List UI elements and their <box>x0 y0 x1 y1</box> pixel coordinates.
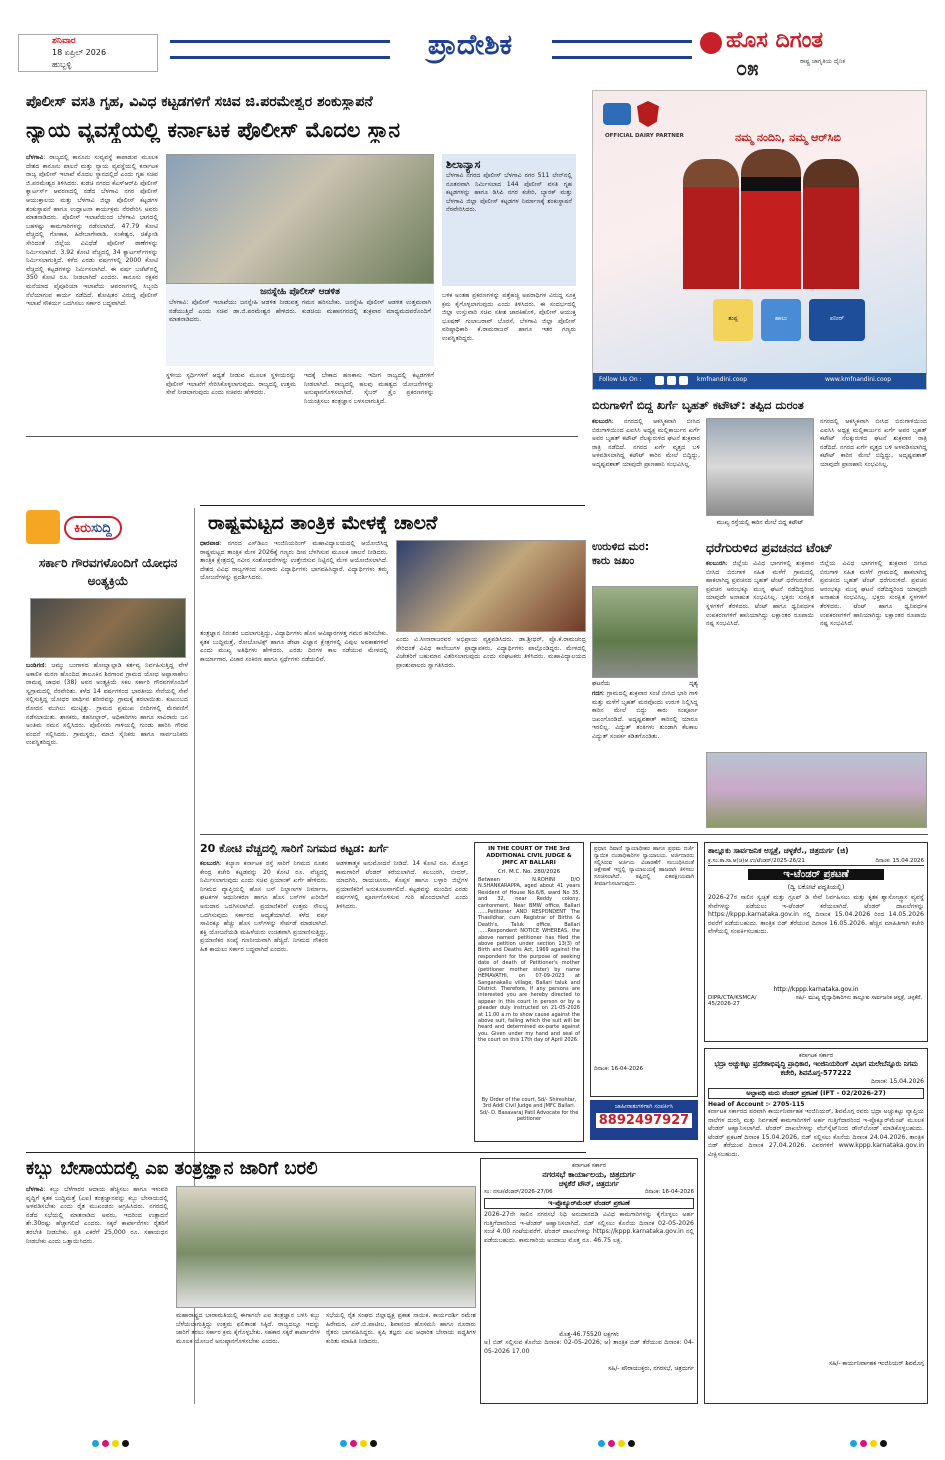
masthead <box>0 0 945 86</box>
print-marks-1 <box>92 1440 129 1447</box>
lead-body-3: ಕಾನೂನು ರಕ್ಷಕರ ಮನೆಯಾದ ಪೈಪೂರಿಯಾ ಇಲಾಖೆಯ ಆವರಣಗಳಲ್ಲಿ ಸಿಬ್ಬಂದಿ ನೆಲೆಯಾಗುವ ಕಾರ್ಯ ನಡೆದಿದೆ. ಶೋಷಿತರ ವಿರುದ್ಧ ಪೊಲೀಸ್ ಇಲಾಖೆ ಸೌಕರ್ಯ ಒದಗಿಸಲು ಸರ್ಕಾರ ಬದ್ಧವಾಗಿದೆ. <box>26 274 158 308</box>
lead-photo <box>166 154 434 284</box>
kannada-notice-body: ಪ್ರಧಾನ ದಿವಾಣಿ ನ್ಯಾಯಾಧೀಶರ ಹಾಗೂ ಪ್ರಥಮ ದರ್ಜೆ ನ್ಯಾಯಿಕ ದಂಡಾಧಿಕಾರಿಗಳ ನ್ಯಾಯಾಲಯ. ಅರ್ಜಿದಾರರು ಸಲ್ಲಿಸಿರುವ ಅರ್ಜಿಯ ವಿಚಾರಣೆಗೆ ಸಂಬಂಧಿಸಿದಂತೆ ಆಕ್ಷೇಪಣೆ ಇದ್ದಲ್ಲಿ ನ್ಯಾಯಾಲಯಕ್ಕೆ ಹಾಜರಾಗಿ ತಿಳಿಸಲು ಸೂಚಿಸಲಾಗಿದೆ. ತಪ್ಪಿದಲ್ಲಿ ಏಕಪಕ್ಷೀಯವಾಗಿ ತೀರ್ಮಾನಿಸಲಾಗುವುದು. <box>594 846 694 887</box>
rcb-tagline: ನಮ್ಮ ನಂದಿನಿ, ನಮ್ಮ ಆರ್‌ಸಿಬಿ <box>735 131 841 144</box>
court-notice <box>474 842 584 1142</box>
tender-1-ref: ಕ್ರ.ಸಂ.ತಾ.ಸಾ.ಆ(ಚ)ಆ.ಉ/ಟೆಂಡರ್/2025-26/21 <box>708 858 805 864</box>
lead-caption-title: ಜನಸ್ನೇಹಿ ಪೊಲೀಸ್ ಆಡಳಿತ <box>260 287 340 297</box>
uruli-caption <box>592 680 698 688</box>
print-marks-2 <box>340 1440 377 1447</box>
cutout-body-b: ನಗರದಲ್ಲಿ ಆಕಸ್ಮಿಕವಾಗಿ ಬೀಸಿದ ಬಿರುಗಾಳಿಯಿಂದ ಎಐಸಿಸಿ ಅಧ್ಯಕ್ಷ ಮಲ್ಲಿಕಾರ್ಜುನ ಖರ್ಗೆ ಅವರ ಬೃಹತ್ ಕಟೌಟ್ ನೆಲಕ್ಕುರುಳಿದ ಘಟನೆ ಶುಕ್ರವಾರ ರಾತ್ರಿ ನಡೆದಿದೆ. ನಗರದ ಖರ್ಗೆ ವೃತ್ತದ ಬಳಿ ಅಳವಡಿಸಲಾಗಿದ್ದ ಕಟೌಟ್ ಕಾರಿನ ಮೇಲೆ ಬಿದ್ದಿದ್ದು, ಅದೃಷ್ಟವಶಾತ್ ಯಾವುದೇ ಪ್ರಾಣಹಾನಿ ಸಂಭವಿಸಿಲ್ಲ. <box>820 418 927 468</box>
page-number: ೦೫ <box>736 56 759 80</box>
uruli-caption-a: ಘಟನೆಯ <box>592 680 611 687</box>
tender-3-body: 2026-27ನೇ ಸಾಲಿನ ನಗರಸಭೆ ನಿಧಿ ಅನುದಾನದಡಿ ವಿವಿಧ ಕಾಮಗಾರಿಗಳನ್ನು ಕೈಗೊಳ್ಳಲು ಅರ್ಹ ಗುತ್ತಿಗೆದಾರರಿಂದ ಇ-ಟೆಂಡರ್ ಆಹ್ವಾನಿಸಲಾಗಿದೆ. ಬಿಡ್ ಸಲ್ಲಿಸಲು ಕೊನೆಯ ದಿನಾಂಕ 02-05-2026 ಸಂಜೆ 4.00 ಗಂಟೆಯವರೆಗೆ. ಟೆಂಡರ್ ದಾಖಲೆಗಳನ್ನು https://kppp.karnataka.gov.in ನಲ್ಲಿ ಪಡೆಯಬಹುದು. ಕಾಮಗಾರಿಯ ಅಂದಾಜು ಮೊತ್ತ ರೂ. 46.75 ಲಕ್ಷ. <box>484 1211 694 1244</box>
tent-headline: ಧರೆಗುರುಳಿದ ಪ್ರವಚನದ ಟೆಂಟ್ <box>706 540 833 555</box>
tender-1-sub: (ದ್ವಿ ಲಕೋಟೆ ಪದ್ಧತಿಯಲ್ಲಿ) <box>787 883 845 891</box>
kirusuddi-body: ಜಮ್ಮು ಬಂಗಾಳದ ಹೋಲ್ವಾಲ್ಪಾಡಿ ಕರ್ತವ್ಯ ನಿರ್ವಹಿಸುತ್ತಿದ್ದ ವೇಳೆ ಅಕಾಲಿಕ ಮರಣ ಹೊಂದಿದ ತಾಲೂಕಿನ ಶಿರಗಾಂವ ಗ್ರಾಮದ ಯೋಧ ಅಪ್ಪಾಸಾಹೇಬ ರಾಮಪ್ಪ ಜಾಧವ (38) ಅವರ ಅಂತ್ಯಕ್ರಿಯೆ ಸಕಲ ಸರ್ಕಾರಿ ಗೌರವಗಳೊಂದಿಗೆ ಸ್ವಗ್ರಾಮದಲ್ಲಿ ನೆರವೇರಿತು. ಕಳೆದ 14 ವರ್ಷಗಳಿಂದ ಭಾರತೀಯ ಸೇನೆಯಲ್ಲಿ ಸೇವೆ ಸಲ್ಲಿಸುತ್ತಿದ್ದ ಯೋಧರ ಪಾರ್ಥಿವ ಶರೀರವನ್ನು ಗ್ರಾಮಕ್ಕೆ ತರಲಾಯಿತು. ಕುಟುಂಬದ ರೋದನ ಮುಗಿಲು ಮುಟ್ಟಿತ್ತು. ಗ್ರಾಮದ ಪ್ರಮುಖ ಬೀದಿಗಳಲ್ಲಿ ಮೆರವಣಿಗೆ ನಡೆಸಲಾಯಿತು. ಶಾಸಕರು, ತಹಸೀಲ್ದಾರ್, ಅಧಿಕಾರಿಗಳು ಹಾಗೂ ಸಾವಿರಾರು ಜನ ಅಂತಿಮ ನಮನ ಸಲ್ಲಿಸಿದರು. ಪೊಲೀಸರು ಗಾಳಿಯಲ್ಲಿ ಗುಂಡು ಹಾರಿಸಿ ಗೌರವ ವಂದನೆ ಸಲ್ಲಿಸಿದರು. ಗ್ರಾಮಸ್ಥರು, ಮಾಜಿ ಸೈನಿಕರು ಹಾಗೂ ಸಾರ್ವಜನಿಕರು ಉಪಸ್ಥಿತರಿದ್ದರು. <box>26 662 188 747</box>
tender-3 <box>480 1158 698 1404</box>
ai-body-1: ಕಬ್ಬು ಬೆಳೆಗಾರರ ಆದಾಯ ಹೆಚ್ಚಿಸಲು ಹಾಗೂ ಇಳುವರಿ ವೃದ್ಧಿಗೆ ಕೃತಕ ಬುದ್ಧಿಮತ್ತೆ (ಎಐ) ತಂತ್ರಜ್ಞಾನವನ್ನು ಕಬ್ಬು ಬೇಸಾಯದಲ್ಲಿ ಅಳವಡಿಸಬೇಕು ಎಂದು ರೈತ ಮುಖಂಡರು ಆಗ್ರಹಿಸಿದರು. ನಗರದಲ್ಲಿ ನಡೆದ ಸಭೆಯಲ್ಲಿ ಮಾತನಾಡಿದ ಅವರು, ಇದರಿಂದ ಉತ್ಪಾದನೆ ಶೇ.30ರಷ್ಟು ಹೆಚ್ಚಾಗಲಿದೆ ಎಂದರು. ಸಕ್ಕರೆ ಕಾರ್ಖಾನೆಗಳು ರೈತರಿಗೆ ತರಬೇತಿ ನೀಡಬೇಕು. ಪ್ರತಿ ಎಕರೆಗೆ 25,000 ರೂ. ಸಹಾಯಧನ ನೀಡಬೇಕು ಎಂದು ಒತ್ತಾಯಿಸಿದರು. <box>26 1186 168 1245</box>
rcb-products <box>713 299 913 343</box>
tender-2 <box>704 1048 928 1404</box>
tender-2-org: ಭದ್ರಾ ಅಚ್ಚುಕಟ್ಟು ಪ್ರದೇಶಾಭಿವೃದ್ಧಿ ಪ್ರಾಧಿಕಾರ, ಇಂಜಿನಿಯರಿಂಗ್ ವಿಭಾಗ ಮಲೇಬೆನ್ನೂರು ನಿಗಮ ಕಚೇರಿ, ಶಿವಮೊಗ್ಗ-577222 <box>714 1060 918 1077</box>
rcb-brand[interactable]: kmfnandini.coop <box>697 376 748 383</box>
uruli-headline-1: ಉರುಳಿದ ಮರ: <box>592 540 650 553</box>
lead-body-2: ಪೊಲೀಸ್ ಇಲಾಖೆಯಿಂದ ಬೆಳಗಾವಿ ಭಾಗದಲ್ಲಿ ಬಹಳಷ್ಟು ಕಾಮಗಾರಿಗಳನ್ನು ನಡೆಸಲಾಗಿದೆ. 47.79 ಕೋಟಿ ವೆಚ್ಚದಲ್ಲಿ ಗೋಕಾಕ, ಹಿರೇಬಾಗೇವಾಡಿ, ಸಂಕೇಶ್ವರ, ಚಿಕ್ಕೋಡಿ ಸೇರಿದಂತೆ ಜಿಲ್ಲೆಯ ವಿವಿಧೆಡೆ ಪೊಲೀಸ್ ಠಾಣೆಗಳನ್ನು ನಿರ್ಮಿಸಲಾಗಿದೆ. 3.92 ಕೋಟಿ ವೆಚ್ಚದಲ್ಲಿ 34 ಕ್ವಾರ್ಟರ್ಸ್‌ಗಳನ್ನು ನಿರ್ಮಿಸಲಾಗುತ್ತಿದೆ. ಕಳೆದ ಎರಡು ವರ್ಷಗಳಲ್ಲಿ 2000 ಕೋಟಿ ವೆಚ್ಚದಲ್ಲಿ ಕಟ್ಟಡಗಳನ್ನು ನಿರ್ಮಿಸಲಾಗಿದೆ. ಈ ವರ್ಷ ಬಜೆಟ್‌ನಲ್ಲಿ 350 ಕೋಟಿ ರೂ. ನೀಡಲಾಗಿದೆ ಎಂದರು. <box>26 214 158 282</box>
national-dateline: ಧಾರವಾಡ <box>200 540 220 547</box>
tender-1 <box>704 842 928 1042</box>
uruli-body: ಗ್ರಾಮದಲ್ಲಿ ಶುಕ್ರವಾರ ಸಂಜೆ ಬೀಸಿದ ಭಾರಿ ಗಾಳಿ ಮತ್ತು ಮಳೆಗೆ ಬೃಹತ್ ಮರವೊಂದು ಉರುಳಿ ನಿಲ್ಲಿಸಿದ್ದ ಕಾರಿನ ಮೇಲೆ ಬಿದ್ದು ಕಾರು ಸಂಪೂರ್ಣ ಜಖಂಗೊಂಡಿದೆ. ಅದೃಷ್ಟವಶಾತ್ ಕಾರಿನಲ್ಲಿ ಯಾರೂ ಇರಲಿಲ್ಲ. ವಿದ್ಯುತ್ ತಂತಿಗಳು ತುಂಡಾಗಿ ಕೆಲಕಾಲ ವಿದ್ಯುತ್ ಸಂಪರ್ಕ ಕಡಿತಗೊಂಡಿತು. <box>592 690 698 740</box>
tender-1-top: ತಾಲ್ಲೂಕು ಸಾರ್ವಜನಿಕ ಆಸ್ಪತ್ರೆ, ಚಳ್ಳಕೆರೆ., ಚಿತ್ರದುರ್ಗ (ಜಿ) <box>708 846 849 855</box>
tender-1-url[interactable]: http://kppp.karnataka.gov.in <box>773 986 859 993</box>
uruli-photo <box>592 586 698 678</box>
kirusuddi-photo <box>30 598 186 658</box>
crore-body-2: ಕಳೆದ ವರ್ಷ ಸಾವಿರಕ್ಕೂ ಹೆಚ್ಚು ಹೊಸ ಬಸ್‌ಗಳನ್ನು ಸೇರ್ಪಡೆ ಮಾಡಲಾಗಿದೆ. ಶಕ್ತಿ ಯೋಜನೆಯಡಿ ಮಹಿಳೆಯರು ಉಚಿತವಾಗಿ ಪ್ರಯಾಣಿಸುತ್ತಿದ್ದು, ಪ್ರಯಾಣಿಕರ ಸಂಖ್ಯೆ ಗಣನೀಯವಾಗಿ ಹೆಚ್ಚಿದೆ. ನಿಗಮದ ನೌಕರರ ಹಿತ ಕಾಯಲು ಸರ್ಕಾರ ಬದ್ಧವಾಗಿದೆ ಎಂದರು. <box>200 911 328 953</box>
rcb-site[interactable]: www.kmfnandini.coop <box>825 376 892 383</box>
rcb-ad[interactable] <box>592 90 927 390</box>
lead-caption-text: ಬೆಳಗಾವಿ: ಪೊಲೀಸ್ ಇಲಾಖೆಯು ಜನಸ್ನೇಹಿ ಆಡಳಿತ ನೀಡುವತ್ತ ಗಮನ ಹರಿಸಬೇಕು. ಜನಸ್ನೇಹಿ ಪೊಲೀಸ್ ಆಡಳಿತ ಉತ್ತಮವಾಗಿ ನಡೆಯುತ್ತಿದೆ ಎಂದು ಸಚಿವ ಡಾ.ಜಿ.ಪರಮೇಶ್ವರ ಹೇಳಿದರು. ಕುಡಚಿಯ ಮಹಾನಗರದಲ್ಲಿ ಶುಕ್ರವಾರ ಮಾಧ್ಯಮದವರೊಂದಿಗೆ ಮಾತನಾಡಿದರು. <box>169 299 431 324</box>
kirusuddi-dateline: ಬಂಡಿಗಣಿ <box>26 662 45 669</box>
kirusuddi-hand-icon <box>26 510 60 544</box>
tender-3-ref: ಸಂ: ನಸಚ/ಟೆಂಡರ್/2026-27/06 <box>484 1189 553 1195</box>
section-title: ಪ್ರಾದೇಶಿಕ <box>427 28 513 61</box>
crore-body-a: ಕಲಬುರಗಿ: ಕಲ್ಯಾಣ ಕರ್ನಾಟಕ ರಸ್ತೆ ಸಾರಿಗೆ ನಿಗಮದ ನೂತನ ಕೇಂದ್ರ ಕಚೇರಿ ಕಟ್ಟಡವನ್ನು 20 ಕೋಟಿ ರೂ. ವೆಚ್ಚದಲ್ಲಿ ನಿರ್ಮಿಸಲಾಗುವುದು ಎಂದು ಸಚಿವ ಪ್ರಿಯಾಂಕ್ ಖರ್ಗೆ ಹೇಳಿದರು. ನಿಗಮದ ವ್ಯಾಪ್ತಿಯಲ್ಲಿ ಹೊಸ ಬಸ್ ನಿಲ್ದಾಣಗಳ ನಿರ್ಮಾಣ, ಘಟಕಗಳ ಆಧುನೀಕರಣ ಹಾಗೂ ಹೊಸ ಬಸ್‌ಗಳ ಖರೀದಿಗೆ ಅನುದಾನ ಒದಗಿಸಲಾಗಿದೆ. ಪ್ರಯಾಣಿಕರಿಗೆ ಉತ್ತಮ ಸೌಲಭ್ಯ ಒದಗಿಸುವುದು ಸರ್ಕಾರದ ಆದ್ಯತೆಯಾಗಿದೆ. ಕಳೆದ ವರ್ಷ ಸಾವಿರಕ್ಕೂ ಹೆಚ್ಚು ಹೊಸ ಬಸ್‌ಗಳನ್ನು ಸೇರ್ಪಡೆ ಮಾಡಲಾಗಿದೆ. ಶಕ್ತಿ ಯೋಜನೆಯಡಿ ಮಹಿಳೆಯರು ಉಚಿತವಾಗಿ ಪ್ರಯಾಣಿಸುತ್ತಿದ್ದು, ಪ್ರಯಾಣಿಕರ ಸಂಖ್ಯೆ ಗಣನೀಯವಾಗಿ ಹೆಚ್ಚಿದೆ. ನಿಗಮದ ನೌಕರರ ಹಿತ ಕಾಯಲು ಸರ್ಕಾರ ಬದ್ಧವಾಗಿದೆ ಎಂದರು. <box>200 860 328 953</box>
kirusuddi-a: ಕಿರು <box>74 520 92 536</box>
tender-3-sub: ಚಳ್ಳಕೆರೆ ಟೌನ್, ಚಿತ್ರದುರ್ಗ <box>558 1180 620 1188</box>
tender-1-dipr: DIPR/CTA/KSMCA/ 45/2026-27 <box>708 995 757 1007</box>
ad-phone-box <box>590 1100 698 1140</box>
brand-emblem-icon <box>700 32 722 54</box>
brand-name: ಹೊಸ ದಿಗಂತ <box>726 28 824 53</box>
lead-col-a: ಸ್ಥಳೀಯ ಸ್ಪರ್ಧಿಗಳಿಗೆ ಆಧ್ಯತೆ ನೀಡುವ ಮೂಲಕ ಸ್ಥಳೀಯರನ್ನು ಪೊಲೀಸ್ ಇಲಾಖೆಗೆ ಸೇರಿಸಿಕೊಳ್ಳಲಾಗುವುದು. ರಾಜ್ಯದಲ್ಲಿ ಉತ್ತಮ ಸೇವೆ ನೀಡಲಾಗುವುದು ಎಂದು ಸಚಿವರು ಹೇಳಿದರು. <box>166 372 296 397</box>
brand-tagline: ರಾಷ್ಟ್ರ ಜಾಗೃತಿಯ ದೈನಿಕ <box>800 58 846 65</box>
crore-body-1: ಕಲ್ಯಾಣ ಕರ್ನಾಟಕ ರಸ್ತೆ ಸಾರಿಗೆ ನಿಗಮದ ನೂತನ ಕೇಂದ್ರ ಕಚೇರಿ ಕಟ್ಟಡವನ್ನು 20 ಕೋಟಿ ರೂ. ವೆಚ್ಚದಲ್ಲಿ ನಿರ್ಮಿಸಲಾಗುವುದು ಎಂದು ಸಚಿವ ಪ್ರಿಯಾಂಕ್ ಖರ್ಗೆ ಹೇಳಿದರು. ನಿಗಮದ ವ್ಯಾಪ್ತಿಯಲ್ಲಿ ಹೊಸ ಬಸ್ ನಿಲ್ದಾಣಗಳ ನಿರ್ಮಾಣ, ಘಟಕಗಳ ಆಧುನೀಕರಣ ಹಾಗೂ ಹೊಸ ಬಸ್‌ಗಳ ಖರೀದಿಗೆ ಅನುದಾನ ಒದಗಿಸಲಾಗಿದೆ. ಪ್ರಯಾಣಿಕರಿಗೆ ಉತ್ತಮ ಸೌಲಭ್ಯ ಒದಗಿಸುವುದು ಸರ್ಕಾರದ ಆದ್ಯತೆಯಾಗಿದೆ. <box>200 860 328 919</box>
tender-3-amount: ಮೊತ್ತ-46.75520 ಲಕ್ಷಗಳು <box>559 1331 619 1338</box>
uruli-dateline: ಗದಗ <box>592 690 603 697</box>
product-ghee: ತುಪ್ಪ <box>713 299 753 341</box>
rcb-crest-icon <box>637 101 659 127</box>
ai-body-a: ಬೆಳಗಾವಿ: ಕಬ್ಬು ಬೆಳೆಗಾರರ ಆದಾಯ ಹೆಚ್ಚಿಸಲು ಹಾಗೂ ಇಳುವರಿ ವೃದ್ಧಿಗೆ ಕೃತಕ ಬುದ್ಧಿಮತ್ತೆ (ಎಐ) ತಂತ್ರಜ್ಞಾನವನ್ನು ಕಬ್ಬು ಬೇಸಾಯದಲ್ಲಿ ಅಳವಡಿಸಬೇಕು ಎಂದು ರೈತ ಮುಖಂಡರು ಆಗ್ರಹಿಸಿದರು. ನಗರದಲ್ಲಿ ನಡೆದ ಸಭೆಯಲ್ಲಿ ಮಾತನಾಡಿದ ಅವರು, ಇದರಿಂದ ಉತ್ಪಾದನೆ ಶೇ.30ರಷ್ಟು ಹೆಚ್ಚಾಗಲಿದೆ ಎಂದರು. ಸಕ್ಕರೆ ಕಾರ್ಖಾನೆಗಳು ರೈತರಿಗೆ ತರಬೇತಿ ನೀಡಬೇಕು. ಪ್ರತಿ ಎಕರೆಗೆ 25,000 ರೂ. ಸಹಾಯಧನ ನೀಡಬೇಕು ಎಂದು ಒತ್ತಾಯಿಸಿದರು. <box>26 1186 168 1245</box>
ai-dateline: ಬೆಳಗಾವಿ <box>26 1186 44 1193</box>
print-marks-4 <box>850 1440 887 1447</box>
tender-2-date: ದಿನಾಂಕ: 15.04.2026 <box>871 1078 924 1085</box>
kirusuddi-headline: ಸರ್ಕಾರಿ ಗೌರವಗಳೊಂದಿಗೆ ಯೋಧನ ಅಂತ್ಯಕ್ರಿಯೆ <box>38 556 178 588</box>
tender-3-date: ದಿನಾಂಕ: 16-04-2026 <box>644 1189 694 1195</box>
tender-2-head: Head of Account :- 2705-115 <box>708 1101 805 1108</box>
lead-headline: ನ್ಯಾಯ ವ್ಯವಸ್ಥೆಯಲ್ಲಿ ಕರ್ನಾಟಕ ಪೊಲೀಸ್ ಮೊದಲ ಸ್ಥಾನ <box>26 118 401 142</box>
crore-dateline: ಕಲಬುರಗಿ <box>200 860 220 867</box>
lead-body-1: ರಾಜ್ಯದಲ್ಲಿ ಕಾನೂನು ಸುವ್ಯವಸ್ಥೆ ಕಾಪಾಡುವ ಮೂಲಕ ದೇಶದ ಕಾನೂನು ಪಾಲನೆ ಮತ್ತು ನ್ಯಾಯ ವ್ಯವಸ್ಥೆಯಲ್ಲಿ ಕರ್ನಾಟಕ ರಾಜ್ಯ ಪೊಲೀಸ್ ಇಲಾಖೆ ಮೊದಲ ಸ್ಥಾನದಲ್ಲಿದೆ ಎಂದು ಗೃಹ ಸಚಿವ ಜಿ.ಪರಮೇಶ್ವರ ತಿಳಿಸಿದರು. ಕುಡಚಿ ನಗರದ ಕೆಎಸ್‌ಆರ್‌ಪಿ ಪೊಲೀಸ್ ಕ್ವಾರ್ಟರ್ಸ್ ಆವರಣದಲ್ಲಿ ನಡೆದ ಬೆಳಗಾವಿ ನಗರ ಪೊಲೀಸ್ ಆಯುಕ್ತಾಲಯ ಮತ್ತು ಬೆಳಗಾವಿ ಜಿಲ್ಲಾ ಪೊಲೀಸ್ ಕಟ್ಟಡಗಳ ಶಂಕುಸ್ಥಾಪನೆ ಹಾಗೂ ಉದ್ಘಾಟನಾ ಕಾರ್ಯಕ್ರಮ ನೆರವೇರಿಸಿ ಅವರು ಮಾತನಾಡಿದರು. <box>26 154 158 222</box>
national-body-1: ನಗರದ ಎಸ್‌ಡಿಎಂ ಇಂಜಿನಿಯರಿಂಗ್ ಮಹಾವಿದ್ಯಾಲಯದಲ್ಲಿ ಆಯೋಜಿಸಿದ್ದ ರಾಷ್ಟ್ರಮಟ್ಟದ ತಾಂತ್ರಿಕ ಮೇಳ 2026ಕ್ಕೆ ಗಣ್ಯರು ದೀಪ ಬೆಳಗಿಸುವ ಮೂಲಕ ಚಾಲನೆ ನೀಡಿದರು. ತಾಂತ್ರಿಕ ಕ್ಷೇತ್ರದಲ್ಲಿ ನವೀನ ಸಂಶೋಧನೆಗಳನ್ನು ಉತ್ತೇಜಿಸುವ ನಿಟ್ಟಿನಲ್ಲಿ ಮೇಳ ಆಯೋಜಿಸಲಾಗಿದೆ. ದೇಶದ ವಿವಿಧ ರಾಜ್ಯಗಳಿಂದ ನೂರಾರು ವಿದ್ಯಾರ್ಥಿಗಳು ಭಾಗವಹಿಸಿದ್ದಾರೆ. ವಿದ್ಯಾರ್ಥಿಗಳು ತಮ್ಮ ಯೋಜನೆಗಳನ್ನು ಪ್ರದರ್ಶಿಸಿದರು. <box>200 540 388 582</box>
tender-1-date: ದಿನಾಂಕ: 15.04.2026 <box>875 858 924 864</box>
uruli-caption-b: ದೃಶ್ಯ <box>689 680 698 687</box>
lead-right-col: ಬಳಿಕ ಅಂತಹ ಪ್ರಕರಣಗಳನ್ನು ಪತ್ತೆಹಚ್ಚಿ ಅಪರಾಧಿಗಳ ವಿರುದ್ಧ ಸೂಕ್ತ ಕ್ರಮ ಕೈಗೊಳ್ಳಲಾಗುವುದು ಎಂದು ತಿಳಿಸಿದರು. ಈ ಸಂದರ್ಭದಲ್ಲಿ ಜಿಲ್ಲಾ ಉಸ್ತುವಾರಿ ಸಚಿವ ಸತೀಶ ಜಾರಕಿಹೊಳಿ, ಪೊಲೀಸ್ ಆಯುಕ್ತ ಭೂಷಣ್ ಗುಲಾಬರಾವ್ ಬೊರಸೆ, ಬೆಳಗಾವಿ ಜಿಲ್ಲಾ ಪೊಲೀಸ್ ವರಿಷ್ಠಾಧಿಕಾರಿ ಕೆ.ರಾಮರಾಜನ್ ಹಾಗೂ ಇತರ ಗಣ್ಯರು ಉಪಸ್ಥಿತರಿದ್ದರು. <box>442 292 576 342</box>
youtube-icon[interactable] <box>679 376 688 385</box>
cutout-caption: ಮುಖ್ಯ ರಸ್ತೆಯಲ್ಲಿ ಕಾರಿನ ಮೇಲೆ ಬಿದ್ದ ಕಟೌಟ್ <box>716 519 804 526</box>
court-notice-sign: By Order of the court, Sd/- Shireshtar, 3rd Addl Civil Judge and JMFC Ballari. Sd/- D. Basavaraj Patil Advocate for the petitioner <box>479 1097 579 1123</box>
ai-headline: ಕಬ್ಬು ಬೇಸಾಯದಲ್ಲಿ ಎಐ ತಂತ್ರಜ್ಞಾನ ಜಾರಿಗೆ ಬರಲಿ <box>26 1158 318 1179</box>
facebook-icon[interactable] <box>655 376 664 385</box>
court-notice-case: Crl. M.C. No. 280/2026 <box>497 869 561 875</box>
shilanyasa-box <box>442 154 576 286</box>
lead-caption-box <box>166 284 434 366</box>
lead-body-intro: ಬೆಳಗಾವಿ: ರಾಜ್ಯದಲ್ಲಿ ಕಾನೂನು ಸುವ್ಯವಸ್ಥೆ ಕಾಪಾಡುವ ಮೂಲಕ ದೇಶದ ಕಾನೂನು ಪಾಲನೆ ಮತ್ತು ನ್ಯಾಯ ವ್ಯವಸ್ಥೆಯಲ್ಲಿ ಕರ್ನಾಟಕ ರಾಜ್ಯ ಪೊಲೀಸ್ ಇಲಾಖೆ ಮೊದಲ ಸ್ಥಾನದಲ್ಲಿದೆ ಎಂದು ಗೃಹ ಸಚಿವ ಜಿ.ಪರಮೇಶ್ವರ ತಿಳಿಸಿದರು. ಕುಡಚಿ ನಗರದ ಕೆಎಸ್‌ಆರ್‌ಪಿ ಪೊಲೀಸ್ ಕ್ವಾರ್ಟರ್ಸ್ ಆವರಣದಲ್ಲಿ ನಡೆದ ಬೆಳಗಾವಿ ನಗರ ಪೊಲೀಸ್ ಆಯುಕ್ತಾಲಯ ಮತ್ತು ಬೆಳಗಾವಿ ಜಿಲ್ಲಾ ಪೊಲೀಸ್ ಕಟ್ಟಡಗಳ ಶಂಕುಸ್ಥಾಪನೆ ಹಾಗೂ ಉದ್ಘಾಟನಾ ಕಾರ್ಯಕ್ರಮ ನೆರವೇರಿಸಿ ಅವರು ಮಾತನಾಡಿದರು. ಪೊಲೀಸ್ ಇಲಾಖೆಯಿಂದ ಬೆಳಗಾವಿ ಭಾಗದಲ್ಲಿ ಬಹಳಷ್ಟು ಕಾಮಗಾರಿಗಳನ್ನು ನಡೆಸಲಾಗಿದೆ. 47.79 ಕೋಟಿ ವೆಚ್ಚದಲ್ಲಿ ಗೋಕಾಕ, ಹಿರೇಬಾಗೇವಾಡಿ, ಸಂಕೇಶ್ವರ, ಚಿಕ್ಕೋಡಿ ಸೇರಿದಂತೆ ಜಿಲ್ಲೆಯ ವಿವಿಧೆಡೆ ಪೊಲೀಸ್ ಠಾಣೆಗಳನ್ನು ನಿರ್ಮಿಸಲಾಗಿದೆ. 3.92 ಕೋಟಿ ವೆಚ್ಚದಲ್ಲಿ 34 ಕ್ವಾರ್ಟರ್ಸ್‌ಗಳನ್ನು ನಿರ್ಮಿಸಲಾಗುತ್ತಿದೆ. ಕಳೆದ ಎರಡು ವರ್ಷಗಳಲ್ಲಿ 2000 ಕೋಟಿ ವೆಚ್ಚದಲ್ಲಿ ಕಟ್ಟಡಗಳನ್ನು ನಿರ್ಮಿಸಲಾಗಿದೆ. ಈ ವರ್ಷ ಬಜೆಟ್‌ನಲ್ಲಿ 350 ಕೋಟಿ ರೂ. ನೀಡಲಾಗಿದೆ ಎಂದರು. ಕಾನೂನು ರಕ್ಷಕರ ಮನೆಯಾದ ಪೈಪೂರಿಯಾ ಇಲಾಖೆಯ ಆವರಣಗಳಲ್ಲಿ ಸಿಬ್ಬಂದಿ ನೆಲೆಯಾಗುವ ಕಾರ್ಯ ನಡೆದಿದೆ. ಶೋಷಿತರ ವಿರುದ್ಧ ಪೊಲೀಸ್ ಇಲಾಖೆ ಸೌಕರ್ಯ ಒದಗಿಸಲು ಸರ್ಕಾರ ಬದ್ಧವಾಗಿದೆ. <box>26 154 158 308</box>
kannada-notice <box>590 842 698 1097</box>
tender-3-org: ನಗರಸಭೆ ಕಾರ್ಯಾಲಯ, ಚಿತ್ರದುರ್ಗ <box>542 1170 636 1179</box>
tender-3-dates: ಅ) ಬಿಡ್ ಸಲ್ಲಿಸುವ ಕೊನೆಯ ದಿನಾಂಕ: 02-05-2026; ಆ) ತಾಂತ್ರಿಕ ಬಿಡ್ ತೆರೆಯುವ ದಿನಾಂಕ: 04-05-2026 17.00 <box>484 1339 694 1355</box>
kirusuddi-logo <box>26 510 186 546</box>
cutout-photo <box>706 418 814 516</box>
court-notice-body: Between : N.ROHINI D/O N.SHANKARAPPA, aged about 41 years Resident of House No.6/8, ward No 35, and 32, near Reddy colony, cantonment, Near BMW office, Ballari ......Petitioner AND RESPONDENT The Thasildhar, cum Registrar of Births & Death's, Taluk office, Ballari ......Respondent NOTICE WHEREAS, the above named petitioner has filed the above petition under section 13(3) of Birth and Deaths Act, 1969 against the respondent for the purpose of seeking date of death of Petitioner's mother (petitioner mother sister) by name HEMAVATHI, on 07-09-2023 at Sanganakallu village, Ballari taluk and District. Therefore, If any persons are interested you are hereby directed to appear in this court in person or by a pleader duly instructed on 21-05-2026 at 11.00 a.m to show cause against the above suit, failing which the suit will be heard and determined ex-parte against you. Given under my hand and seal of the court on this 17th day of April 2026. <box>478 877 580 1044</box>
kannada-notice-date: ದಿನಾಂಕ: 16-04-2026 <box>594 1066 644 1072</box>
tender-2-ifb: ಅಲ್ಪಾವಧಿ ಮರು ಟೆಂಡರ್ ಪ್ರಕಟಣೆ (IFT - 02/2026-27) <box>708 1088 924 1099</box>
tender-1-title: ಇ-ಟೆಂಡರ್ ಪ್ರಕಟಣೆ <box>748 869 884 880</box>
tent-body: ಜಿಲ್ಲೆಯ ವಿವಿಧ ಭಾಗಗಳಲ್ಲಿ ಶುಕ್ರವಾರ ಬೀಸಿದ ಬಿರುಗಾಳಿ ಸಹಿತ ಮಳೆಗೆ ಗ್ರಾಮದಲ್ಲಿ ಹಾಕಲಾಗಿದ್ದ ಪ್ರವಚನದ ಬೃಹತ್ ಟೆಂಟ್ ಧರೆಗುರುಳಿದೆ. ಪ್ರವಚನ ಆರಂಭಕ್ಕೂ ಮುನ್ನ ಘಟನೆ ನಡೆದಿದ್ದರಿಂದ ಯಾವುದೇ ಅನಾಹುತ ಸಂಭವಿಸಿಲ್ಲ. ಭಕ್ತರು ಸುರಕ್ಷಿತ ಸ್ಥಳಗಳಿಗೆ ತೆರಳಿದರು. ಟೆಂಟ್ ಹಾಗೂ ಧ್ವನಿವರ್ಧಕ ಉಪಕರಣಗಳಿಗೆ ಹಾನಿಯಾಗಿದ್ದು ಲಕ್ಷಾಂತರ ರೂಪಾಯಿ ನಷ್ಟ ಸಂಭವಿಸಿದೆ. <box>706 560 814 628</box>
cutout-dateline: ಕಲಬುರಗಿ <box>592 418 612 425</box>
ai-body-c: ಸಭೆಯಲ್ಲಿ ರೈತ ಸಂಘದ ಜಿಲ್ಲಾಧ್ಯಕ್ಷ ಪ್ರಕಾಶ ನಾಯಿಕ, ಕಾರ್ಯದರ್ಶಿ ರಮೇಶ ಹಿರೇಮಠ, ಎಸ್.ಬಿ.ಪಾಟೀಲ, ಶಿವಾನಂದ ಹೊಸಮನಿ ಹಾಗೂ ನೂರಾರು ರೈತರು ಭಾಗವಹಿಸಿದ್ದರು. ಕೃಷಿ ತಜ್ಞರು ಎಐ ಆಧಾರಿತ ಬೇಸಾಯ ಪದ್ಧತಿಗಳ ಕುರಿತು ಮಾಹಿತಿ ನೀಡಿದರು. <box>326 1312 476 1345</box>
ai-photo <box>176 1186 476 1308</box>
rcb-footer <box>593 373 926 389</box>
tender-1-sign: ಸಹಿ/- ಮುಖ್ಯ ವೈದ್ಯಾಧಿಕಾರಿಗಳು ತಾಲ್ಲೂಕು ಸಾರ್ವಜನಿಕ ಆಸ್ಪತ್ರೆ, ಚಳ್ಳಕೆರೆ. <box>795 995 923 1001</box>
tender-2-body: ಕರ್ನಾಟಕ ಸರ್ಕಾರದ ಪರವಾಗಿ ಕಾರ್ಯನಿರ್ವಾಹಕ ಇಂಜಿನಿಯರ್, ಶಿವಮೊಗ್ಗ ರವರು ಭದ್ರಾ ಅಚ್ಚುಕಟ್ಟು ವ್ಯಾಪ್ತಿಯ ನಾಲೆಗಳ ದುರಸ್ತಿ ಮತ್ತು ನಿರ್ವಹಣೆ ಕಾಮಗಾರಿಗಳಿಗೆ ಅರ್ಹ ಗುತ್ತಿಗೆದಾರರಿಂದ ಇ-ಪ್ರೊಕ್ಯೂರ್‌ಮೆಂಟ್ ಮೂಲಕ ಟೆಂಡರ್ ಆಹ್ವಾನಿಸಲಾಗಿದೆ. ಟೆಂಡರ್ ದಾಖಲೆಗಳನ್ನು ವೆಬ್‌ಸೈಟ್‌ನಿಂದ ಡೌನ್‌ಲೋಡ್ ಮಾಡಿಕೊಳ್ಳಬಹುದು. ಟೆಂಡರ್ ಪ್ರಕಟಣೆ ದಿನಾಂಕ 15.04.2026, ಬಿಡ್ ಸಲ್ಲಿಸಲು ಕೊನೆಯ ದಿನಾಂಕ 24.04.2026, ತಾಂತ್ರಿಕ ಬಿಡ್ ತೆರೆಯುವ ದಿನಾಂಕ 27.04.2026. ವಿವರಗಳಿಗೆ www.kppp.karnataka.gov.in ವೀಕ್ಷಿಸಬಹುದು. <box>708 1108 924 1158</box>
national-body-a: ಧಾರವಾಡ: ನಗರದ ಎಸ್‌ಡಿಎಂ ಇಂಜಿನಿಯರಿಂಗ್ ಮಹಾವಿದ್ಯಾಲಯದಲ್ಲಿ ಆಯೋಜಿಸಿದ್ದ ರಾಷ್ಟ್ರಮಟ್ಟದ ತಾಂತ್ರಿಕ ಮೇಳ 2026ಕ್ಕೆ ಗಣ್ಯರು ದೀಪ ಬೆಳಗಿಸುವ ಮೂಲಕ ಚಾಲನೆ ನೀಡಿದರು. ತಾಂತ್ರಿಕ ಕ್ಷೇತ್ರದಲ್ಲಿ ನವೀನ ಸಂಶೋಧನೆಗಳನ್ನು ಉತ್ತೇಜಿಸುವ ನಿಟ್ಟಿನಲ್ಲಿ ಮೇಳ ಆಯೋಜಿಸಲಾಗಿದೆ. ದೇಶದ ವಿವಿಧ ರಾಜ್ಯಗಳಿಂದ ನೂರಾರು ವಿದ್ಯಾರ್ಥಿಗಳು ಭಾಗವಹಿಸಿದ್ದಾರೆ. ವಿದ್ಯಾರ್ಥಿಗಳು ತಮ್ಮ ಯೋಜನೆಗಳನ್ನು ಪ್ರದರ್ಶಿಸಿದರು. <box>200 540 388 582</box>
lead-dateline: ಬೆಳಗಾವಿ <box>26 154 44 161</box>
ai-body-b: ಮಹಾರಾಷ್ಟ್ರದ ಬಾರಾಮತಿಯಲ್ಲಿ ಈಗಾಗಲೇ ಎಐ ತಂತ್ರಜ್ಞಾನ ಬಳಸಿ ಕಬ್ಬು ಬೆಳೆಯಲಾಗುತ್ತಿದ್ದು ಉತ್ತಮ ಫಲಿತಾಂಶ ಸಿಕ್ಕಿದೆ. ರಾಜ್ಯದಲ್ಲೂ ಇದನ್ನು ಜಾರಿಗೆ ತರಲು ಸರ್ಕಾರ ಕ್ರಮ ಕೈಗೊಳ್ಳಬೇಕು. ಸಹಕಾರ ಸಕ್ಕರೆ ಕಾರ್ಖಾನೆಗಳ ಮೂಲಕ ಯೋಜನೆ ಅನುಷ್ಠಾನಗೊಳಿಸಬೇಕು ಎಂದರು. <box>176 1312 320 1345</box>
masthead-date: 18 ಏಪ್ರಿಲ್ 2026 <box>52 48 107 57</box>
national-headline: ರಾಷ್ಟ್ರಮಟ್ಟದ ತಾಂತ್ರಿಕ ಮೇಳಕ್ಕೆ ಚಾಲನೆ <box>208 512 438 534</box>
masthead-city: ಹುಬ್ಬಳ್ಳಿ <box>52 60 72 69</box>
ad-phone-label: ಜಾಹೀರಾತುಗಳಿಗಾಗಿ ಸಂಪರ್ಕಿಸಿ <box>614 1103 674 1110</box>
shilanyasa-title: ಶಿಲಾನ್ಯಾಸ <box>446 158 481 171</box>
cutout-headline: ಬಿರುಗಾಳಿಗೆ ಬಿದ್ದ ಖರ್ಗೆ ಬೃಹತ್ ಕಟೌಟ್: ತಪ್ಪಿದ ದುರಂತ <box>592 398 804 412</box>
uruli-headline-box <box>592 540 698 592</box>
national-body-b: ತಂತ್ರಜ್ಞಾನ ನಿರಂತರ ಬದಲಾಗುತ್ತಿದ್ದು, ವಿದ್ಯಾರ್ಥಿಗಳು ಹೊಸ ಆವಿಷ್ಕಾರಗಳತ್ತ ಗಮನ ಹರಿಸಬೇಕು. ಕೃತಕ ಬುದ್ಧಿಮತ್ತೆ, ರೋಬೋಟಿಕ್ಸ್ ಹಾಗೂ ಡೇಟಾ ವಿಜ್ಞಾನ ಕ್ಷೇತ್ರಗಳಲ್ಲಿ ವಿಪುಲ ಅವಕಾಶಗಳಿವೆ ಎಂದು ಮುಖ್ಯ ಅತಿಥಿಗಳು ಹೇಳಿದರು. ಎರಡು ದಿನಗಳ ಕಾಲ ನಡೆಯುವ ಮೇಳದಲ್ಲಿ ಕಾರ್ಯಾಗಾರ, ವಿಚಾರ ಸಂಕಿರಣ ಹಾಗೂ ಸ್ಪರ್ಧೆಗಳು ನಡೆಯಲಿವೆ. <box>200 630 388 663</box>
rcb-partner: OFFICIAL DAIRY PARTNER <box>605 133 684 139</box>
lead-kicker: ಪೊಲೀಸ್ ವಸತಿ ಗೃಹ, ವಿವಿಧ ಕಟ್ಟಡಗಳಿಗೆ ಸಚಿವ ಜಿ.ಪರಮೇಶ್ವರ ಶಂಕುಸ್ಥಾಪನೆ <box>26 94 373 110</box>
tent-body-box: ಕಲಬುರಗಿ: ಜಿಲ್ಲೆಯ ವಿವಿಧ ಭಾಗಗಳಲ್ಲಿ ಶುಕ್ರವಾರ ಬೀಸಿದ ಬಿರುಗಾಳಿ ಸಹಿತ ಮಳೆಗೆ ಗ್ರಾಮದಲ್ಲಿ ಹಾಕಲಾಗಿದ್ದ ಪ್ರವಚನದ ಬೃಹತ್ ಟೆಂಟ್ ಧರೆಗುರುಳಿದೆ. ಪ್ರವಚನ ಆರಂಭಕ್ಕೂ ಮುನ್ನ ಘಟನೆ ನಡೆದಿದ್ದರಿಂದ ಯಾವುದೇ ಅನಾಹುತ ಸಂಭವಿಸಿಲ್ಲ. ಭಕ್ತರು ಸುರಕ್ಷಿತ ಸ್ಥಳಗಳಿಗೆ ತೆರಳಿದರು. ಟೆಂಟ್ ಹಾಗೂ ಧ್ವನಿವರ್ಧಕ ಉಪಕರಣಗಳಿಗೆ ಹಾನಿಯಾಗಿದ್ದು ಲಕ್ಷಾಂತರ ರೂಪಾಯಿ ನಷ್ಟ ಸಂಭವಿಸಿದೆ. <box>706 560 814 628</box>
tender-2-top: ಕರ್ನಾಟಕ ಸರ್ಕಾರ <box>798 1052 834 1059</box>
social-icons[interactable] <box>655 376 688 385</box>
tender-3-sign: ಸಹಿ/- ಪೌರಾಯುಕ್ತರು, ನಗರಸಭೆ, ಚಿತ್ರದುರ್ಗ <box>608 1365 694 1372</box>
tent-dateline: ಕಲಬುರಗಿ <box>706 560 726 567</box>
cutout-body-a: ಕಲಬುರಗಿ: ನಗರದಲ್ಲಿ ಆಕಸ್ಮಿಕವಾಗಿ ಬೀಸಿದ ಬಿರುಗಾಳಿಯಿಂದ ಎಐಸಿಸಿ ಅಧ್ಯಕ್ಷ ಮಲ್ಲಿಕಾರ್ಜುನ ಖರ್ಗೆ ಅವರ ಬೃಹತ್ ಕಟೌಟ್ ನೆಲಕ್ಕುರುಳಿದ ಘಟನೆ ಶುಕ್ರವಾರ ರಾತ್ರಿ ನಡೆದಿದೆ. ನಗರದ ಖರ್ಗೆ ವೃತ್ತದ ಬಳಿ ಅಳವಡಿಸಲಾಗಿದ್ದ ಕಟೌಟ್ ಕಾರಿನ ಮೇಲೆ ಬಿದ್ದಿದ್ದು, ಅದೃಷ್ಟವಶಾತ್ ಯಾವುದೇ ಪ್ರಾಣಹಾನಿ ಸಂಭವಿಸಿಲ್ಲ. <box>592 418 700 468</box>
national-photo <box>396 540 586 632</box>
tender-2-sign: ಸಹಿ/- ಕಾರ್ಯನಿರ್ವಾಹಕ ಇಂಜಿನಿಯರ್ ಶಿವಮೊಗ್ಗ <box>829 1360 924 1367</box>
tent-photo <box>706 752 927 828</box>
tender-1-body: 2026-27ರ ಸಾಲಿನ ಸ್ವಚ್ಛತೆ ಮತ್ತು ಗ್ರೂಪ್ ಡಿ ಸೇವೆ ನಿರ್ವಹಿಸಲು ಮತ್ತು ಕೃತಕ ಶ್ವಾಸೋಚ್ಛ್ವಾಸ ವ್ಯವಸ್ಥೆ ಸೇವೆಗಳನ್ನು ಪಡೆಯಲು ಇ-ಟೆಂಡರ್ ಕರೆಯಲಾಗಿದೆ. ಟೆಂಡರ್ ದಾಖಲೆಗಳನ್ನು https://kppp.karnataka.gov.in ನಲ್ಲಿ ದಿನಾಂಕ 15.04.2026 ರಿಂದ 14.05.2026 ರವರೆಗೆ ಪಡೆಯಬಹುದು. ತಾಂತ್ರಿಕ ಬಿಡ್ ತೆರೆಯುವ ದಿನಾಂಕ 16.05.2026. ಹೆಚ್ಚಿನ ಮಾಹಿತಿಗಾಗಿ ಕಚೇರಿ ವೇಳೆಯಲ್ಲಿ ಸಂಪರ್ಕಿಸಬಹುದು. <box>708 894 924 936</box>
national-body-c: ಎಂದು ವಿ.ಸೀನಾರಾಜರವರ ಅಭಿಪ್ರಾಯ ವ್ಯಕ್ತಪಡಿಸಿದರು. ಡಾ.ಶ್ರೀಧರ್, ಪ್ರೊ.ಕೆ.ರಾಮಚಂದ್ರ ಸೇರಿದಂತೆ ವಿವಿಧ ಕಾಲೇಜುಗಳ ಪ್ರಾಧ್ಯಾಪಕರು, ವಿದ್ಯಾರ್ಥಿಗಳು ಪಾಲ್ಗೊಂಡಿದ್ದರು. ಮೇಳದಲ್ಲಿ ವಿಜೇತರಿಗೆ ಬಹುಮಾನ ವಿತರಿಸಲಾಗುವುದು ಎಂದು ಸಂಘಟಕರು ತಿಳಿಸಿದರು. ಮಹಾವಿದ್ಯಾಲಯದ ಪ್ರಾಂಶುಪಾಲರು ಸ್ವಾಗತಿಸಿದರು. <box>396 636 586 669</box>
product-paneer: ಪನೀರ್ <box>809 299 865 341</box>
lead-col-b: ಇದಕ್ಕೆ ಬೇಕಾದ ಹಣಕಾಸು ಇದೀಗ ರಾಜ್ಯದಲ್ಲಿ ಕಟ್ಟಡಗಳಿಗೆ ನೀಡಲಾಗಿದೆ. ರಾಜ್ಯದಲ್ಲಿ ಹಲವು ಮಹತ್ವದ ಯೋಜನೆಗಳನ್ನು ಅನುಷ್ಠಾನಗೊಳಿಸಲಾಗಿದೆ. ಸೈಬರ್ ಕ್ರೈಂ ಪ್ರಕರಣಗಳನ್ನು ನಿಯಂತ್ರಿಸಲು ತಂತ್ರಜ್ಞಾನ ಬಳಸಲಾಗುತ್ತಿದೆ. <box>304 372 434 405</box>
shilanyasa-text: ಬೆಳಗಾವಿ ನಗರದ ಪೊಲೀಸ್ ಬೆಳಗಾವಿ ನಗರ 511 ಲೇನ್‌ನಲ್ಲಿ ನೂತನವಾಗಿ ನಿರ್ಮಿಸಲಾದ 144 ಪೊಲೀಸ್ ವಸತಿ ಗೃಹ ಕಟ್ಟಡಗಳನ್ನು ಹಾಗೂ ಡಿಸಿಪಿ ನಗರ ಕಚೇರಿ, ಬ್ಯಾರಕ್ ಮತ್ತು ಬೆಳಗಾವಿ ಜಿಲ್ಲಾ ಪೊಲೀಸ್ ಕಟ್ಟಡಗಳ ನಿರ್ಮಾಣಕ್ಕೆ ಶಂಕುಸ್ಥಾಪನೆ ನೆರವೇರಿಸಿದರು. <box>446 172 572 214</box>
ad-phone[interactable]: 8892497927 <box>596 1113 692 1128</box>
tender-3-title: ಇ-ಪ್ರೊಕ್ಯೂರ್‌ಮೆಂಟ್ ಟೆಂಡರ್ ಪ್ರಕಟಣೆ <box>484 1198 694 1209</box>
brand-logo-box <box>700 28 890 84</box>
tent-body-b: ಜಿಲ್ಲೆಯ ವಿವಿಧ ಭಾಗಗಳಲ್ಲಿ ಶುಕ್ರವಾರ ಬೀಸಿದ ಬಿರುಗಾಳಿ ಸಹಿತ ಮಳೆಗೆ ಗ್ರಾಮದಲ್ಲಿ ಹಾಕಲಾಗಿದ್ದ ಪ್ರವಚನದ ಬೃಹತ್ ಟೆಂಟ್ ಧರೆಗುರುಳಿದೆ. ಪ್ರವಚನ ಆರಂಭಕ್ಕೂ ಮುನ್ನ ಘಟನೆ ನಡೆದಿದ್ದರಿಂದ ಯಾವುದೇ ಅನಾಹುತ ಸಂಭವಿಸಿಲ್ಲ. ಭಕ್ತರು ಸುರಕ್ಷಿತ ಸ್ಥಳಗಳಿಗೆ ತೆರಳಿದರು. ಟೆಂಟ್ ಹಾಗೂ ಧ್ವನಿವರ್ಧಕ ಉಪಕರಣಗಳಿಗೆ ಹಾನಿಯಾಗಿದ್ದು ಲಕ್ಷಾಂತರ ರೂಪಾಯಿ ನಷ್ಟ ಸಂಭವಿಸಿದೆ. <box>820 560 927 628</box>
court-notice-title: IN THE COURT OF THE 3rd ADDITIONAL CIVIL JUDGE & JMFC AT BALLARI <box>486 846 572 866</box>
uruli-headline-2: ಕಾರು ಜಖಂ <box>592 554 635 567</box>
nandini-logo-icon <box>603 103 631 125</box>
crore-body-b: ಆಡಳಿತಾತ್ಮಕ ಅನುಮೋದನೆ ನೀಡಿದೆ. 14 ಕೋಟಿ ರೂ. ಮೊತ್ತದ ಕಾಮಗಾರಿಗೆ ಟೆಂಡರ್ ಕರೆಯಲಾಗಿದೆ. ಕಲಬುರಗಿ, ಬೀದರ್, ಯಾದಗಿರಿ, ರಾಯಚೂರು, ಕೊಪ್ಪಳ ಹಾಗೂ ಬಳ್ಳಾರಿ ಜಿಲ್ಲೆಗಳ ಪ್ರಯಾಣಿಕರಿಗೆ ಅನುಕೂಲವಾಗಲಿದೆ. ಕಟ್ಟಡವನ್ನು ಮುಂದಿನ ಎರಡು ವರ್ಷಗಳಲ್ಲಿ ಪೂರ್ಣಗೊಳಿಸುವ ಗುರಿ ಹೊಂದಲಾಗಿದೆ ಎಂದು ತಿಳಿಸಿದರು. <box>336 860 468 910</box>
crore-headline: 20 ಕೋಟಿ ವೆಚ್ಚದಲ್ಲಿ ಸಾರಿಗೆ ನಿಗಮದ ಕಟ್ಟಡ: ಖರ್ಗೆ <box>200 842 389 855</box>
uruli-body-box: ಗದಗ: ಗ್ರಾಮದಲ್ಲಿ ಶುಕ್ರವಾರ ಸಂಜೆ ಬೀಸಿದ ಭಾರಿ ಗಾಳಿ ಮತ್ತು ಮಳೆಗೆ ಬೃಹತ್ ಮರವೊಂದು ಉರುಳಿ ನಿಲ್ಲಿಸಿದ್ದ ಕಾರಿನ ಮೇಲೆ ಬಿದ್ದು ಕಾರು ಸಂಪೂರ್ಣ ಜಖಂಗೊಂಡಿದೆ. ಅದೃಷ್ಟವಶಾತ್ ಕಾರಿನಲ್ಲಿ ಯಾರೂ ಇರಲಿಲ್ಲ. ವಿದ್ಯುತ್ ತಂತಿಗಳು ತುಂಡಾಗಿ ಕೆಲಕಾಲ ವಿದ್ಯುತ್ ಸಂಪರ್ಕ ಕಡಿತಗೊಂಡಿತು. <box>592 690 698 740</box>
tender-3-top: ಕರ್ನಾಟಕ ಸರ್ಕಾರ <box>571 1162 607 1169</box>
cutout-body: ನಗರದಲ್ಲಿ ಆಕಸ್ಮಿಕವಾಗಿ ಬೀಸಿದ ಬಿರುಗಾಳಿಯಿಂದ ಎಐಸಿಸಿ ಅಧ್ಯಕ್ಷ ಮಲ್ಲಿಕಾರ್ಜುನ ಖರ್ಗೆ ಅವರ ಬೃಹತ್ ಕಟೌಟ್ ನೆಲಕ್ಕುರುಳಿದ ಘಟನೆ ಶುಕ್ರವಾರ ರಾತ್ರಿ ನಡೆದಿದೆ. ನಗರದ ಖರ್ಗೆ ವೃತ್ತದ ಬಳಿ ಅಳವಡಿಸಲಾಗಿದ್ದ ಕಟೌಟ್ ಕಾರಿನ ಮೇಲೆ ಬಿದ್ದಿದ್ದು, ಅದೃಷ್ಟವಶಾತ್ ಯಾವುದೇ ಪ್ರಾಣಹಾನಿ ಸಂಭವಿಸಿಲ್ಲ. <box>592 418 700 468</box>
instagram-icon[interactable] <box>667 376 676 385</box>
kirusuddi-body-box: ಬಂಡಿಗಣಿ: ಜಮ್ಮು ಬಂಗಾಳದ ಹೋಲ್ವಾಲ್ಪಾಡಿ ಕರ್ತವ್ಯ ನಿರ್ವಹಿಸುತ್ತಿದ್ದ ವೇಳೆ ಅಕಾಲಿಕ ಮರಣ ಹೊಂದಿದ ತಾಲೂಕಿನ ಶಿರಗಾಂವ ಗ್ರಾಮದ ಯೋಧ ಅಪ್ಪಾಸಾಹೇಬ ರಾಮಪ್ಪ ಜಾಧವ (38) ಅವರ ಅಂತ್ಯಕ್ರಿಯೆ ಸಕಲ ಸರ್ಕಾರಿ ಗೌರವಗಳೊಂದಿಗೆ ಸ್ವಗ್ರಾಮದಲ್ಲಿ ನೆರವೇರಿತು. ಕಳೆದ 14 ವರ್ಷಗಳಿಂದ ಭಾರತೀಯ ಸೇನೆಯಲ್ಲಿ ಸೇವೆ ಸಲ್ಲಿಸುತ್ತಿದ್ದ ಯೋಧರ ಪಾರ್ಥಿವ ಶರೀರವನ್ನು ಗ್ರಾಮಕ್ಕೆ ತರಲಾಯಿತು. ಕುಟುಂಬದ ರೋದನ ಮುಗಿಲು ಮುಟ್ಟಿತ್ತು. ಗ್ರಾಮದ ಪ್ರಮುಖ ಬೀದಿಗಳಲ್ಲಿ ಮೆರವಣಿಗೆ ನಡೆಸಲಾಯಿತು. ಶಾಸಕರು, ತಹಸೀಲ್ದಾರ್, ಅಧಿಕಾರಿಗಳು ಹಾಗೂ ಸಾವಿರಾರು ಜನ ಅಂತಿಮ ನಮನ ಸಲ್ಲಿಸಿದರು. ಪೊಲೀಸರು ಗಾಳಿಯಲ್ಲಿ ಗುಂಡು ಹಾರಿಸಿ ಗೌರವ ವಂದನೆ ಸಲ್ಲಿಸಿದರು. ಗ್ರಾಮಸ್ಥರು, ಮಾಜಿ ಸೈನಿಕರು ಹಾಗೂ ಸಾರ್ವಜನಿಕರು ಉಪಸ್ಥಿತರಿದ್ದರು. <box>26 662 188 747</box>
print-marks-3 <box>598 1440 635 1447</box>
product-milk: ಹಾಲು <box>761 299 801 341</box>
rcb-players <box>663 149 863 289</box>
rcb-follow: Follow Us On : <box>599 376 642 383</box>
kirusuddi-b: ಸುದ್ದಿ <box>91 520 112 536</box>
masthead-day: ಶನಿವಾರ <box>52 36 76 46</box>
